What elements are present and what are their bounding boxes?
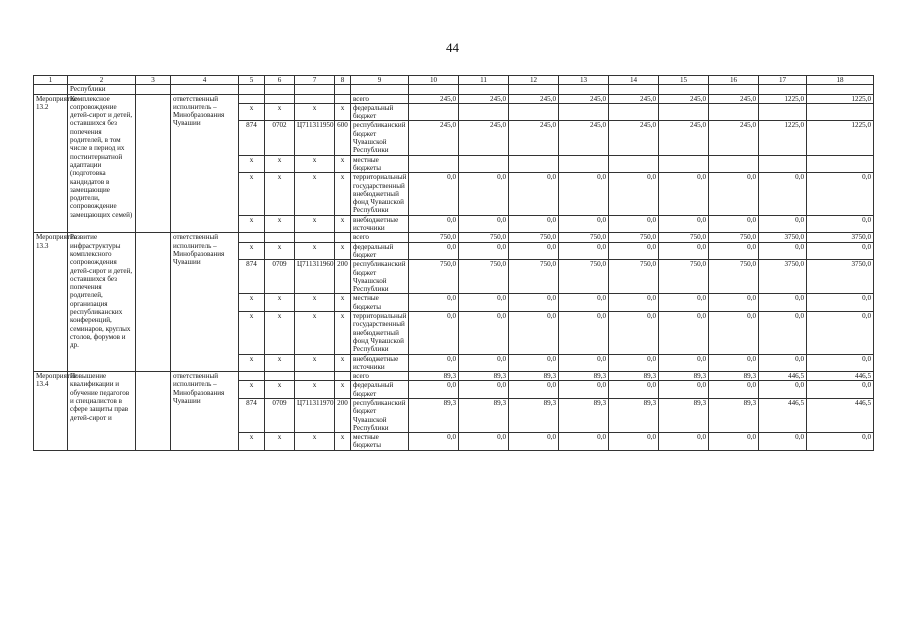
amount-cell: 0,0 [659, 433, 709, 451]
amount-cell: 0,0 [459, 433, 509, 451]
event-name: Развитие инфраструктуры комплексного сопровождения детей-сирот и детей, оставшихся без попечения родителей, организация республиканских конференций, семинаров, круглых столов, форумов и др. [68, 233, 136, 372]
amount-cell: 750,0 [459, 260, 509, 294]
budget-code: 0702 [265, 121, 295, 155]
amount-cell: 0,0 [409, 242, 459, 260]
funding-source: всего [351, 233, 409, 242]
budget-code: x [239, 433, 265, 451]
event-name: Повышение квалификации и обучение педагогов и специалистов в сфере защиты прав детей-сирот и [68, 372, 136, 451]
funding-source: федеральный бюджет [351, 242, 409, 260]
amount-cell [759, 103, 807, 121]
budget-code: x [335, 242, 351, 260]
column-number: 8 [335, 76, 351, 85]
amount-cell: 0,0 [759, 381, 807, 399]
amount-cell: 245,0 [659, 94, 709, 103]
amount-cell: 0,0 [759, 242, 807, 260]
budget-code [335, 233, 351, 242]
budget-code: x [295, 294, 335, 312]
amount-cell: 0,0 [759, 294, 807, 312]
budget-code: x [265, 354, 295, 372]
funding-source: внебюджетные источники [351, 354, 409, 372]
budget-code: x [295, 103, 335, 121]
amount-cell: 0,0 [509, 433, 559, 451]
amount-cell [409, 103, 459, 121]
budget-code: Ц711311950 [295, 121, 335, 155]
column-number: 11 [459, 76, 509, 85]
amount-cell: 245,0 [409, 94, 459, 103]
budget-code [239, 233, 265, 242]
budget-code: 874 [239, 121, 265, 155]
budget-code: 200 [335, 260, 351, 294]
amount-cell: 0,0 [509, 173, 559, 215]
event-executor: ответственный исполнитель – Минобразования Чувашии [171, 233, 239, 372]
amount-cell: 750,0 [709, 260, 759, 294]
budget-code: x [239, 354, 265, 372]
amount-cell: 245,0 [609, 121, 659, 155]
amount-cell: 0,0 [559, 312, 609, 354]
amount-cell [709, 103, 759, 121]
amount-cell: 0,0 [807, 312, 874, 354]
amount-cell: 0,0 [709, 242, 759, 260]
column-number: 16 [709, 76, 759, 85]
amount-cell [459, 103, 509, 121]
amount-cell: 750,0 [609, 233, 659, 242]
budget-table [33, 75, 874, 451]
amount-cell: 0,0 [559, 215, 609, 233]
budget-code: x [265, 242, 295, 260]
amount-cell: 0,0 [759, 173, 807, 215]
budget-code: x [295, 242, 335, 260]
budget-code: x [265, 294, 295, 312]
budget-code: x [295, 215, 335, 233]
amount-cell: 89,3 [459, 372, 509, 381]
amount-cell: 0,0 [709, 381, 759, 399]
amount-cell: 1225,0 [759, 94, 807, 103]
amount-cell [709, 155, 759, 173]
event-name: Комплексное сопровождение детей-сирот и детей, оставшихся без попечения родителей, в том числе в период их постинтернатной адаптации (подготовка кандидатов в замещающие родители, сопровождение замещающих семей) [68, 94, 136, 233]
event-label: Мероприятие 13.4 [34, 372, 68, 451]
amount-cell: 3750,0 [807, 233, 874, 242]
amount-cell: 89,3 [659, 372, 709, 381]
column-number: 2 [68, 76, 136, 85]
column-number: 12 [509, 76, 559, 85]
amount-cell: 89,3 [409, 372, 459, 381]
event-label: Мероприятие 13.3 [34, 233, 68, 372]
budget-code: x [295, 312, 335, 354]
budget-code: x [335, 103, 351, 121]
amount-cell: 0,0 [659, 242, 709, 260]
amount-cell: 446,5 [807, 372, 874, 381]
table-row [34, 94, 874, 103]
amount-cell: 0,0 [509, 294, 559, 312]
amount-cell: 0,0 [807, 173, 874, 215]
budget-code [335, 94, 351, 103]
amount-cell [509, 155, 559, 173]
amount-cell: 0,0 [609, 173, 659, 215]
event-label: Мероприятие 13.2 [34, 94, 68, 233]
amount-cell: 0,0 [509, 381, 559, 399]
budget-code: x [265, 103, 295, 121]
amount-cell [459, 155, 509, 173]
budget-code: x [335, 173, 351, 215]
budget-code [239, 94, 265, 103]
budget-code: x [335, 312, 351, 354]
budget-code: x [335, 215, 351, 233]
budget-code: x [335, 294, 351, 312]
amount-cell: 750,0 [659, 260, 709, 294]
amount-cell: 245,0 [509, 121, 559, 155]
funding-source: республиканский бюджет Чувашской Республики [351, 398, 409, 432]
amount-cell: 245,0 [459, 94, 509, 103]
budget-code: x [295, 433, 335, 451]
continuation-row [34, 85, 874, 94]
empty-cell [136, 372, 171, 451]
budget-code: 874 [239, 260, 265, 294]
amount-cell: 0,0 [807, 381, 874, 399]
budget-code: Ц711311970 [295, 398, 335, 432]
amount-cell: 0,0 [807, 294, 874, 312]
amount-cell: 0,0 [709, 312, 759, 354]
funding-source: внебюджетные источники [351, 215, 409, 233]
amount-cell: 0,0 [409, 215, 459, 233]
funding-source: федеральный бюджет [351, 103, 409, 121]
amount-cell: 3750,0 [759, 233, 807, 242]
amount-cell: 750,0 [659, 233, 709, 242]
budget-code: 874 [239, 398, 265, 432]
amount-cell: 245,0 [559, 121, 609, 155]
amount-cell: 0,0 [807, 215, 874, 233]
amount-cell: 1225,0 [759, 121, 807, 155]
amount-cell: 245,0 [409, 121, 459, 155]
amount-cell [559, 155, 609, 173]
column-number-row [34, 76, 874, 85]
funding-source: всего [351, 372, 409, 381]
budget-code [295, 372, 335, 381]
column-number: 4 [171, 76, 239, 85]
amount-cell: 0,0 [559, 242, 609, 260]
amount-cell: 0,0 [459, 215, 509, 233]
amount-cell: 89,3 [459, 398, 509, 432]
amount-cell: 0,0 [409, 433, 459, 451]
amount-cell [807, 155, 874, 173]
column-number: 18 [807, 76, 874, 85]
amount-cell [807, 103, 874, 121]
amount-cell: 0,0 [559, 173, 609, 215]
budget-code: x [265, 155, 295, 173]
funding-source: местные бюджеты [351, 433, 409, 451]
amount-cell: 0,0 [509, 242, 559, 260]
budget-code: x [239, 381, 265, 399]
budget-code [265, 372, 295, 381]
amount-cell: 446,5 [807, 398, 874, 432]
empty-cell [136, 233, 171, 372]
amount-cell: 89,3 [509, 372, 559, 381]
amount-cell: 0,0 [659, 215, 709, 233]
amount-cell [759, 155, 807, 173]
table-row [34, 372, 874, 381]
amount-cell: 0,0 [609, 215, 659, 233]
amount-cell: 89,3 [609, 372, 659, 381]
amount-cell [659, 155, 709, 173]
amount-cell [609, 103, 659, 121]
amount-cell: 3750,0 [807, 260, 874, 294]
amount-cell: 0,0 [659, 173, 709, 215]
amount-cell: 0,0 [409, 354, 459, 372]
budget-code: x [239, 173, 265, 215]
amount-cell: 446,5 [759, 372, 807, 381]
amount-cell: 0,0 [459, 173, 509, 215]
amount-cell: 0,0 [609, 433, 659, 451]
budget-code: 600 [335, 121, 351, 155]
amount-cell: 245,0 [609, 94, 659, 103]
funding-source: территориальный государственный внебюджетный фонд Чувашской Республики [351, 312, 409, 354]
amount-cell [609, 155, 659, 173]
funding-source: республиканский бюджет Чувашской Республики [351, 260, 409, 294]
amount-cell: 89,3 [709, 398, 759, 432]
amount-cell: 245,0 [659, 121, 709, 155]
amount-cell: 0,0 [509, 312, 559, 354]
budget-code [265, 94, 295, 103]
amount-cell: 0,0 [659, 294, 709, 312]
column-number: 17 [759, 76, 807, 85]
amount-cell: 0,0 [709, 433, 759, 451]
amount-cell: 750,0 [509, 233, 559, 242]
budget-code [295, 233, 335, 242]
amount-cell: 446,5 [759, 398, 807, 432]
budget-code: 0709 [265, 260, 295, 294]
amount-cell: 89,3 [559, 372, 609, 381]
amount-cell: 0,0 [459, 294, 509, 312]
amount-cell: 0,0 [709, 215, 759, 233]
amount-cell: 0,0 [759, 433, 807, 451]
column-number: 1 [34, 76, 68, 85]
column-number: 3 [136, 76, 171, 85]
amount-cell: 0,0 [807, 354, 874, 372]
amount-cell: 0,0 [659, 381, 709, 399]
budget-code: x [335, 433, 351, 451]
amount-cell: 750,0 [409, 233, 459, 242]
amount-cell: 750,0 [559, 260, 609, 294]
amount-cell: 0,0 [709, 294, 759, 312]
budget-code: x [295, 381, 335, 399]
budget-code: 0709 [265, 398, 295, 432]
amount-cell: 0,0 [559, 294, 609, 312]
budget-code: x [335, 155, 351, 173]
amount-cell: 0,0 [609, 312, 659, 354]
budget-code: x [239, 155, 265, 173]
column-number: 7 [295, 76, 335, 85]
column-number: 5 [239, 76, 265, 85]
amount-cell: 0,0 [759, 215, 807, 233]
amount-cell: 245,0 [709, 94, 759, 103]
amount-cell: 0,0 [609, 354, 659, 372]
amount-cell: 0,0 [459, 354, 509, 372]
budget-code: x [335, 354, 351, 372]
amount-cell: 750,0 [559, 233, 609, 242]
budget-code: x [265, 312, 295, 354]
amount-cell: 89,3 [659, 398, 709, 432]
amount-cell: 245,0 [509, 94, 559, 103]
budget-code [265, 233, 295, 242]
amount-cell: 0,0 [807, 242, 874, 260]
funding-source: местные бюджеты [351, 155, 409, 173]
amount-cell: 0,0 [609, 294, 659, 312]
budget-code: x [239, 103, 265, 121]
amount-cell: 0,0 [609, 242, 659, 260]
amount-cell: 0,0 [759, 354, 807, 372]
amount-cell: 0,0 [409, 294, 459, 312]
amount-cell: 0,0 [659, 354, 709, 372]
amount-cell: 0,0 [559, 381, 609, 399]
amount-cell: 1225,0 [807, 94, 874, 103]
budget-code: x [239, 312, 265, 354]
amount-cell: 0,0 [409, 312, 459, 354]
amount-cell: 750,0 [509, 260, 559, 294]
amount-cell: 245,0 [709, 121, 759, 155]
amount-cell: 750,0 [609, 260, 659, 294]
column-number: 15 [659, 76, 709, 85]
continuation-text: Республики [68, 85, 136, 94]
amount-cell: 0,0 [509, 354, 559, 372]
budget-code: x [335, 381, 351, 399]
amount-cell: 0,0 [807, 433, 874, 451]
amount-cell: 0,0 [709, 354, 759, 372]
amount-cell [659, 103, 709, 121]
budget-code: x [265, 381, 295, 399]
budget-code [239, 372, 265, 381]
amount-cell [559, 103, 609, 121]
funding-source: территориальный государственный внебюджетный фонд Чувашской Республики [351, 173, 409, 215]
amount-cell: 89,3 [609, 398, 659, 432]
amount-cell: 0,0 [709, 173, 759, 215]
budget-code: x [239, 294, 265, 312]
event-executor: ответственный исполнитель – Минобразования Чувашии [171, 94, 239, 233]
budget-code [335, 372, 351, 381]
amount-cell: 0,0 [409, 173, 459, 215]
amount-cell: 0,0 [759, 312, 807, 354]
amount-cell [409, 155, 459, 173]
amount-cell [509, 103, 559, 121]
amount-cell: 0,0 [409, 381, 459, 399]
budget-code: x [295, 155, 335, 173]
amount-cell: 0,0 [559, 433, 609, 451]
amount-cell: 245,0 [559, 94, 609, 103]
column-number: 14 [609, 76, 659, 85]
budget-code: x [265, 215, 295, 233]
column-number: 6 [265, 76, 295, 85]
budget-code: x [295, 354, 335, 372]
amount-cell: 0,0 [509, 215, 559, 233]
funding-source: республиканский бюджет Чувашской Республики [351, 121, 409, 155]
budget-code [295, 94, 335, 103]
column-number: 13 [559, 76, 609, 85]
amount-cell: 1225,0 [807, 121, 874, 155]
budget-code: 200 [335, 398, 351, 432]
funding-source: федеральный бюджет [351, 381, 409, 399]
column-number: 9 [351, 76, 409, 85]
column-number: 10 [409, 76, 459, 85]
amount-cell: 750,0 [409, 260, 459, 294]
amount-cell: 0,0 [459, 312, 509, 354]
event-executor: ответственный исполнитель – Минобразования Чувашии [171, 372, 239, 451]
amount-cell: 245,0 [459, 121, 509, 155]
funding-source: всего [351, 94, 409, 103]
amount-cell: 750,0 [459, 233, 509, 242]
budget-code: Ц711311960 [295, 260, 335, 294]
budget-code: x [265, 433, 295, 451]
budget-code: x [265, 173, 295, 215]
amount-cell: 89,3 [509, 398, 559, 432]
amount-cell: 0,0 [459, 242, 509, 260]
amount-cell: 89,3 [409, 398, 459, 432]
amount-cell: 3750,0 [759, 260, 807, 294]
budget-code: x [295, 173, 335, 215]
amount-cell: 750,0 [709, 233, 759, 242]
empty-cell [136, 94, 171, 233]
amount-cell: 89,3 [709, 372, 759, 381]
budget-code: x [239, 242, 265, 260]
budget-code: x [239, 215, 265, 233]
funding-source: местные бюджеты [351, 294, 409, 312]
page-number: 44 [446, 40, 459, 55]
amount-cell: 0,0 [559, 354, 609, 372]
amount-cell: 0,0 [659, 312, 709, 354]
amount-cell: 89,3 [559, 398, 609, 432]
table-row [34, 233, 874, 242]
amount-cell: 0,0 [609, 381, 659, 399]
amount-cell: 0,0 [459, 381, 509, 399]
